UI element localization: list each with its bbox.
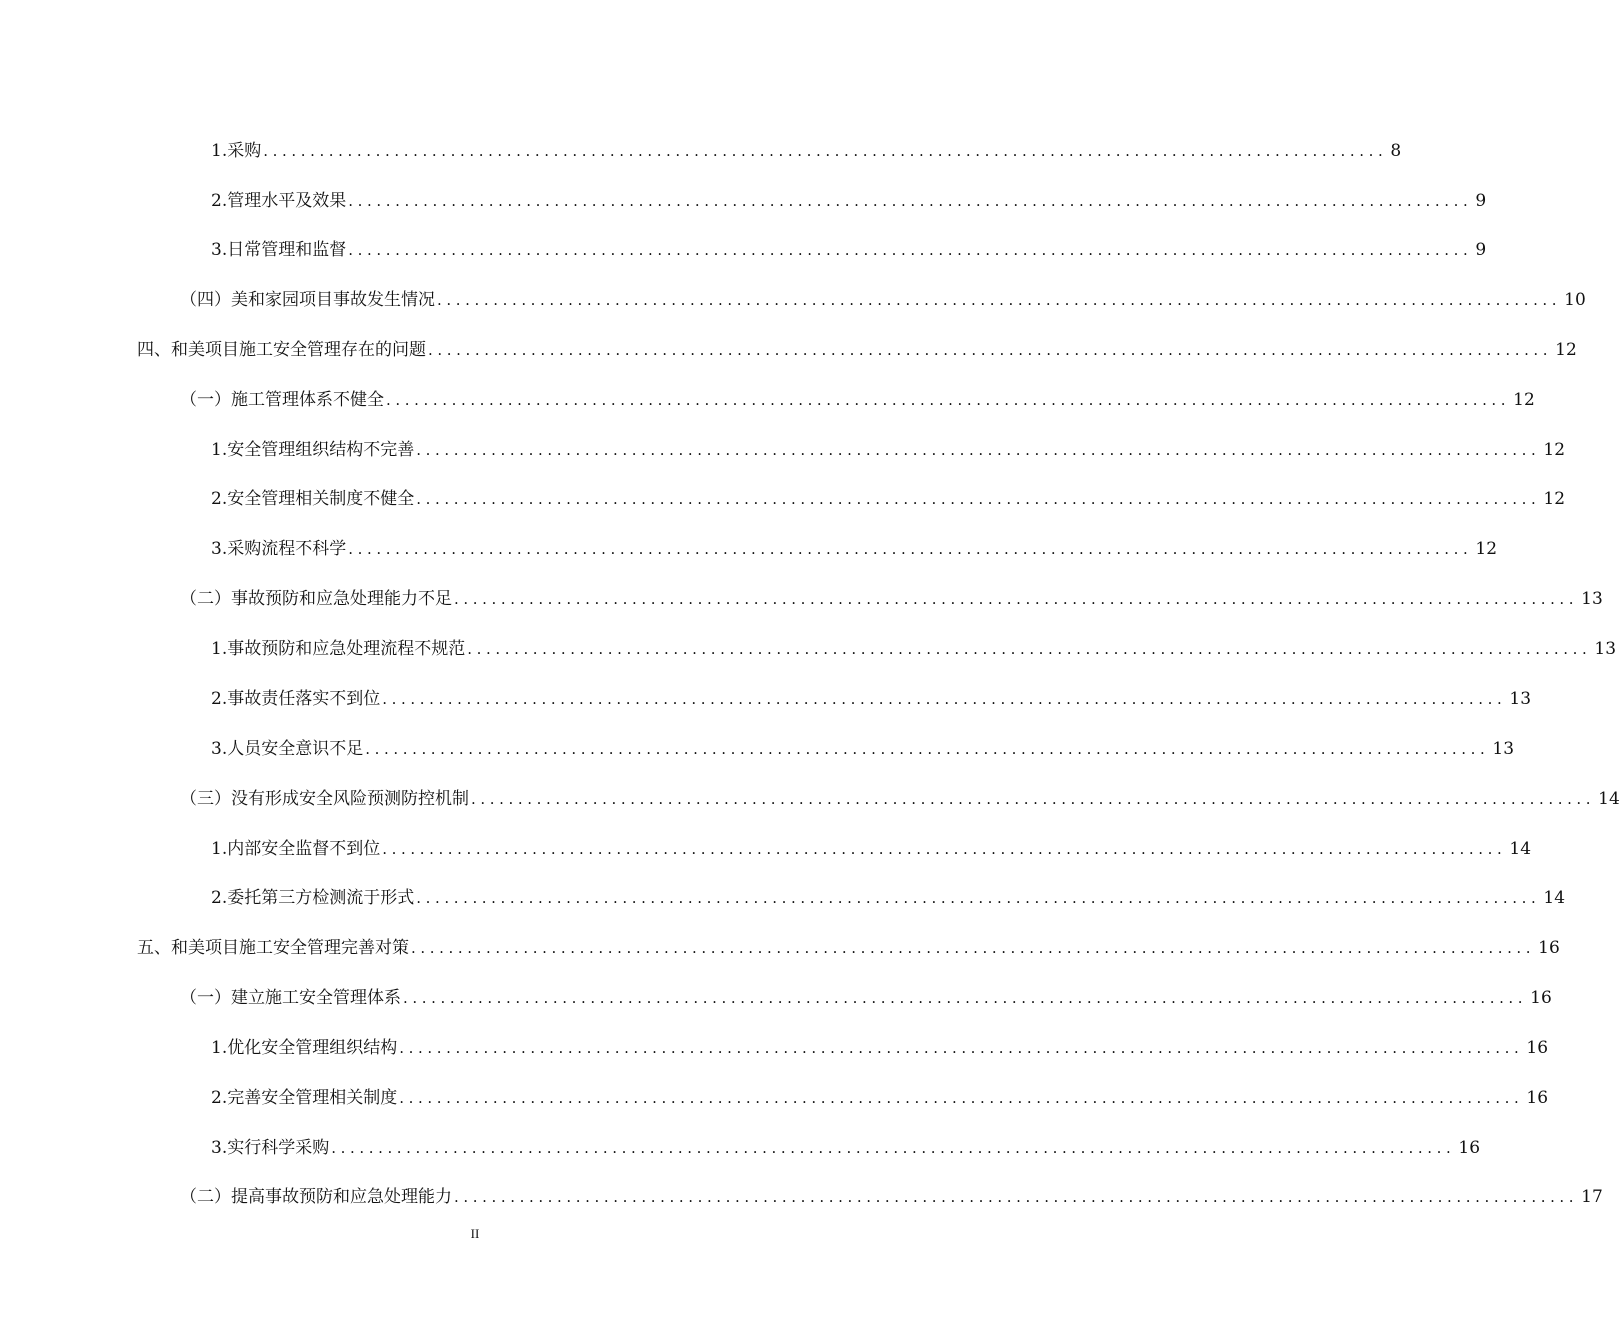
toc-page-number: 10 <box>1564 290 1586 310</box>
toc-page-number: 14 <box>1598 789 1620 809</box>
toc-entry[interactable] <box>211 536 1498 562</box>
toc-entry[interactable] <box>211 885 1566 911</box>
toc-page-number: 13 <box>1581 589 1603 609</box>
toc-dot-leader: ........................................................................................................................ <box>382 690 1507 708</box>
toc-page-number: 12 <box>1543 440 1566 460</box>
toc-entry-title: 2.完善安全管理相关制度 <box>211 1088 398 1108</box>
toc-dot-leader: ........................................................................................................................ <box>382 840 1507 858</box>
toc-dot-leader: ........................................................................................................................ <box>437 291 1562 309</box>
toc-page-number: 13 <box>1492 739 1515 759</box>
toc-dot-leader: ........................................................................................................................ <box>348 192 1473 210</box>
toc-entry-title: 1.内部安全监督不到位 <box>211 839 381 859</box>
toc-dot-leader: ........................................................................................................................ <box>399 1039 1524 1057</box>
toc-entry[interactable] <box>180 985 1552 1011</box>
toc-entry-title: 四、和美项目施工安全管理存在的问题 <box>137 340 426 360</box>
toc-page-number: 9 <box>1475 191 1487 211</box>
toc-dot-leader: ........................................................................................................................ <box>454 590 1579 608</box>
toc-entry[interactable] <box>211 138 1402 164</box>
toc-page-number: 16 <box>1458 1138 1481 1158</box>
toc-dot-leader: ........................................................................................................................ <box>348 241 1473 259</box>
toc-entry[interactable] <box>211 1035 1549 1061</box>
page-number-footer: II <box>470 1226 480 1241</box>
toc-entry-title: 2.管理水平及效果 <box>211 191 347 211</box>
toc-page-number: 12 <box>1475 539 1498 559</box>
toc-page-number: 16 <box>1538 938 1560 958</box>
toc-page-number: 8 <box>1390 141 1402 161</box>
toc-entry-title: 1.安全管理组织结构不完善 <box>211 440 415 460</box>
toc-dot-leader: ........................................................................................................................ <box>331 1139 1456 1157</box>
toc-entry-title: （三）没有形成安全风险预测防控机制 <box>180 789 469 809</box>
toc-page-number: 12 <box>1543 489 1566 509</box>
toc-dot-leader: ........................................................................................................................ <box>428 341 1553 359</box>
toc-entry-title: 五、和美项目施工安全管理完善对策 <box>137 938 409 958</box>
toc-entry[interactable] <box>211 836 1532 862</box>
toc-dot-leader: ........................................................................................................................ <box>454 1188 1579 1206</box>
toc-page-number: 13 <box>1509 689 1532 709</box>
toc-dot-leader: ........................................................................................................................ <box>467 640 1592 658</box>
toc-entry[interactable] <box>180 1184 1603 1210</box>
toc-entry-title: 1.优化安全管理组织结构 <box>211 1038 398 1058</box>
toc-entry[interactable] <box>211 188 1487 214</box>
toc-entry[interactable] <box>211 636 1617 662</box>
toc-entry[interactable] <box>211 486 1566 512</box>
toc-page-number: 16 <box>1530 988 1552 1008</box>
toc-entry-title: （一）建立施工安全管理体系 <box>180 988 401 1008</box>
toc-page-number: 12 <box>1513 390 1535 410</box>
toc-dot-leader: ........................................................................................................................ <box>416 889 1541 907</box>
toc-entry-title: 2.事故责任落实不到位 <box>211 689 381 709</box>
toc-page-number: 16 <box>1526 1088 1549 1108</box>
toc-page-number: 14 <box>1509 839 1532 859</box>
toc-dot-leader: ........................................................................................................................ <box>399 1089 1524 1107</box>
toc-dot-leader: ........................................................................................................................ <box>411 939 1536 957</box>
toc-entry-title: （一）施工管理体系不健全 <box>180 390 384 410</box>
toc-entry[interactable] <box>180 387 1535 413</box>
toc-entry[interactable] <box>211 736 1515 762</box>
toc-entry[interactable] <box>137 935 1560 961</box>
toc-entry-title: （四）美和家园项目事故发生情况 <box>180 290 435 310</box>
toc-page-number: 13 <box>1594 639 1617 659</box>
toc-entry[interactable] <box>180 287 1586 313</box>
toc-entry-title: 3.采购流程不科学 <box>211 539 347 559</box>
toc-entry-title: 3.实行科学采购 <box>211 1138 330 1158</box>
toc-page-number: 9 <box>1475 240 1487 260</box>
toc-entry[interactable] <box>180 786 1620 812</box>
toc-dot-leader: ........................................................................................................................ <box>416 441 1541 459</box>
toc-page-number: 14 <box>1543 888 1566 908</box>
toc-dot-leader: ........................................................................................................................ <box>386 391 1511 409</box>
toc-dot-leader: ........................................................................................................................ <box>263 142 1388 160</box>
toc-entry-title: 3.日常管理和监督 <box>211 240 347 260</box>
toc-entry[interactable] <box>180 586 1603 612</box>
toc-page-number: 17 <box>1581 1187 1603 1207</box>
toc-dot-leader: ........................................................................................................................ <box>403 989 1528 1007</box>
toc-dot-leader: ........................................................................................................................ <box>365 740 1490 758</box>
toc-entry-title: （二）事故预防和应急处理能力不足 <box>180 589 452 609</box>
toc-page-number: 12 <box>1555 340 1577 360</box>
toc-entry-title: 1.采购 <box>211 141 262 161</box>
toc-dot-leader: ........................................................................................................................ <box>348 540 1473 558</box>
toc-entry[interactable] <box>211 686 1532 712</box>
toc-entry-title: 2.安全管理相关制度不健全 <box>211 489 415 509</box>
toc-dot-leader: ........................................................................................................................ <box>471 790 1596 808</box>
toc-entry[interactable] <box>137 337 1577 363</box>
toc-entry[interactable] <box>211 437 1566 463</box>
toc-entry[interactable] <box>211 237 1487 263</box>
toc-dot-leader: ........................................................................................................................ <box>416 490 1541 508</box>
toc-entry[interactable] <box>211 1135 1481 1161</box>
toc-entry-title: 1.事故预防和应急处理流程不规范 <box>211 639 466 659</box>
toc-entry-title: 2.委托第三方检测流于形式 <box>211 888 415 908</box>
toc-page-number: 16 <box>1526 1038 1549 1058</box>
toc-entry-title: 3.人员安全意识不足 <box>211 739 364 759</box>
toc-entry[interactable] <box>211 1085 1549 1111</box>
toc-entry-title: （二）提高事故预防和应急处理能力 <box>180 1187 452 1207</box>
